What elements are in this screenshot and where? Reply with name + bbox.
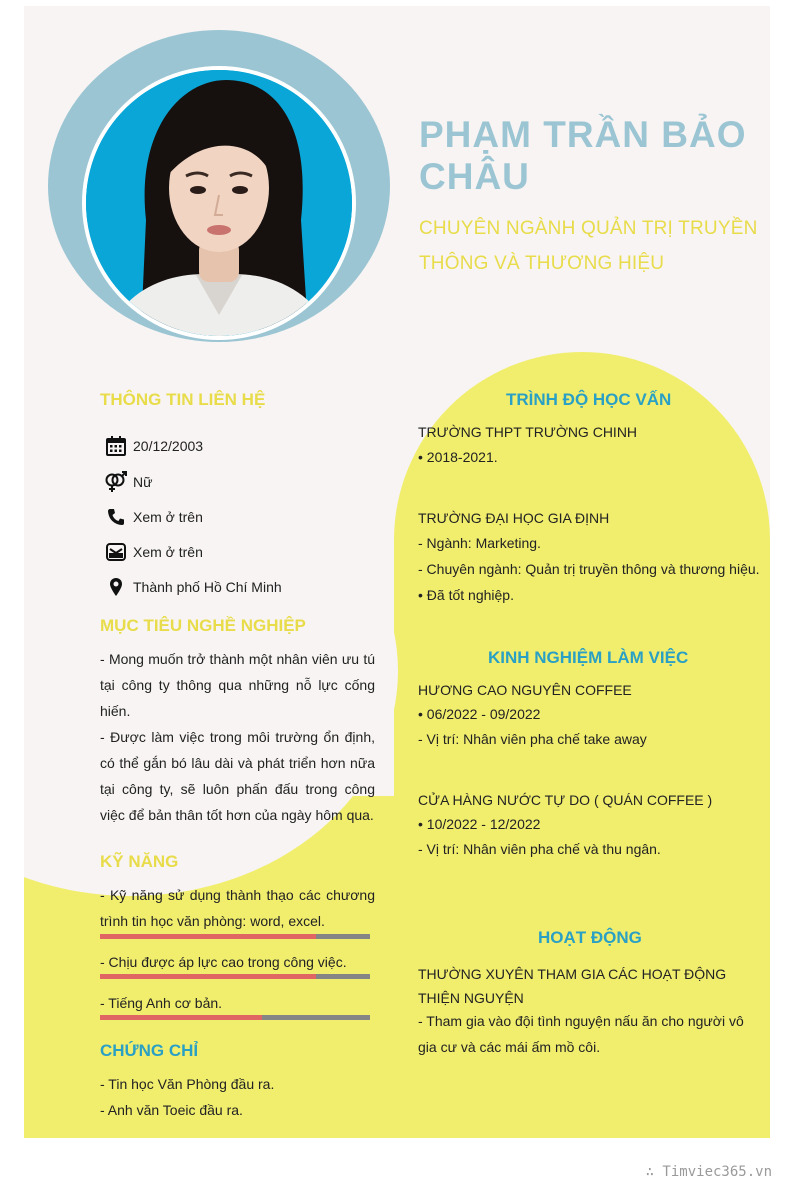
phone-icon <box>104 505 128 529</box>
job-2-dates: • 10/2022 - 12/2022 <box>418 816 541 832</box>
skill-3-text: - Tiếng Anh cơ bản. <box>100 995 223 1011</box>
job-1-company: HƯƠNG CAO NGUYÊN COFFEE <box>418 682 632 698</box>
skill-2-bar <box>100 974 370 979</box>
contact-email <box>104 540 203 564</box>
school-2-specialization: - Chuyên ngành: Quản trị truyền thông và thương hiệu. <box>418 561 760 577</box>
job-2-company: CỬA HÀNG NƯỚC TỰ DO ( QUÁN COFFEE ) <box>418 792 713 808</box>
skill-1-bar-fill <box>100 934 316 939</box>
skill-3-bar <box>100 1015 370 1020</box>
objective-paragraph-2: - Được làm việc trong môi trường ổn định, có thể gắn bó lâu dài và phát triển hơn nữa tại công ty, sẽ luôn phấn đấu trong công việc để bản thân tốt hơn của ngày hôm qua. <box>100 729 375 823</box>
certificates-title: CHỨNG CHỈ <box>100 1041 199 1060</box>
skill-1-bar <box>100 934 370 939</box>
email-text: Xem ở trên <box>133 544 203 560</box>
candidate-name: PHẠM TRẦN BẢO CHÂU <box>419 114 747 197</box>
profile-photo <box>86 70 352 336</box>
skills-title: KỸ NĂNG <box>100 852 179 871</box>
school-2-major: - Ngành: Marketing. <box>418 535 541 551</box>
phone-text: Xem ở trên <box>133 509 203 525</box>
school-1-name: TRƯỜNG THPT TRƯỜNG CHINH <box>418 424 638 440</box>
cv-page <box>24 6 770 1138</box>
objective-paragraph-1: - Mong muốn trở thành một nhân viên ưu tú tại công ty thông qua những nỗ lực cống hiến. <box>100 651 375 719</box>
objective-title: MỤC TIÊU NGHỀ NGHIỆP <box>100 616 306 635</box>
activities-title: HOẠT ĐỘNG <box>538 928 642 947</box>
contact-birthdate <box>104 434 203 458</box>
school-2-status: • Đã tốt nghiệp. <box>418 587 514 603</box>
calendar-icon <box>104 434 128 458</box>
activities-detail: - Tham gia vào đội tình nguyện nấu ăn cho người vô gia cư và các mái ấm mồ côi. <box>418 1013 744 1055</box>
experience-title: KINH NGHIỆM LÀM VIỆC <box>488 648 689 667</box>
certificate-item-2: - Anh văn Toeic đầu ra. <box>100 1102 243 1118</box>
address-text: Thành phố Hồ Chí Minh <box>133 579 282 595</box>
activities-heading: THƯỜNG XUYÊN THAM GIA CÁC HOẠT ĐỘNG THIỆN NGUYỆN <box>418 966 727 1006</box>
certificate-item-1: - Tin học Văn Phòng đầu ra. <box>100 1076 275 1092</box>
job-2-role: - Vị trí: Nhân viên pha chế và thu ngân. <box>418 841 661 857</box>
job-1-dates: • 06/2022 - 09/2022 <box>418 706 541 722</box>
candidate-subtitle: CHUYÊN NGÀNH QUẢN TRỊ TRUYỀN THÔNG VÀ THƯƠNG HIỆU <box>419 218 758 274</box>
location-icon <box>104 575 128 599</box>
mail-icon <box>104 540 128 564</box>
birthdate-text: 20/12/2003 <box>133 438 204 454</box>
job-1-role: - Vị trí: Nhân viên pha chế take away <box>418 731 647 747</box>
gender-text: Nữ <box>133 474 153 490</box>
skill-3-bar-fill <box>100 1015 262 1020</box>
gender-icon <box>104 470 128 494</box>
contact-address <box>104 575 282 599</box>
watermark: ∴ Timviec365.vn <box>645 1164 772 1180</box>
contact-gender <box>104 470 152 494</box>
skill-1-text: - Kỹ năng sử dụng thành thạo các chương trình tin học văn phòng: word, excel. <box>100 887 375 929</box>
contact-phone <box>104 505 203 529</box>
school-2-name: TRƯỜNG ĐẠI HỌC GIA ĐỊNH <box>418 510 610 526</box>
skill-2-text: - Chịu được áp lực cao trong công việc. <box>100 954 347 970</box>
contact-title: THÔNG TIN LIÊN HỆ <box>100 390 266 409</box>
education-title: TRÌNH ĐỘ HỌC VẤN <box>506 390 672 409</box>
school-1-years: • 2018-2021. <box>418 449 498 465</box>
skill-2-bar-fill <box>100 974 316 979</box>
